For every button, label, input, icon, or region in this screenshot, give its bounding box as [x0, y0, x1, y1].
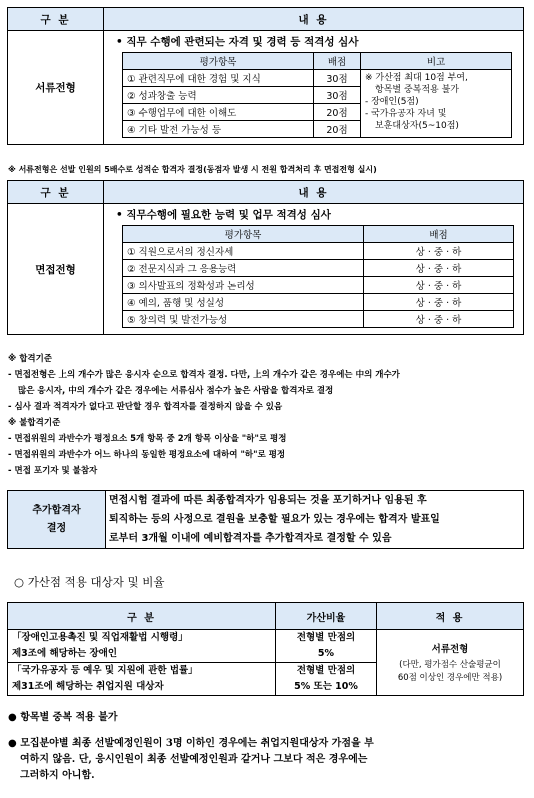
bonus-type-cell [8, 630, 276, 663]
bonus-rate-line: 전형별 만점의 [296, 665, 356, 676]
additional-text-line: 로부터 3개월 이내에 예비합격자를 추가합격자로 결정할 수 있음 [109, 533, 392, 544]
interview-item: ② 전문지식과 그 응용능력 [123, 260, 364, 277]
pass-criteria-2: - 심사 결과 적격자가 없다고 판단할 경우 합격자를 결정하지 않을 수 있음 [8, 402, 283, 412]
bonus-rate-line: 5% 또는 10% [294, 681, 358, 692]
eval-score: 20점 [314, 121, 361, 138]
pass-criteria-1a: - 면접전형은 上의 개수가 많은 응시자 순으로 합격자 결정. 다만, 上의 개수가 같은 경우에는 中의 개수가 [8, 370, 400, 380]
bonus-apply-main: 서류전형 [431, 643, 469, 655]
eval-item: ④ 기타 발전 가능성 등 [123, 121, 314, 138]
doc-review-table [7, 7, 524, 145]
additional-pass-text [106, 491, 524, 549]
col-item-header: 평가항목 [123, 53, 314, 70]
note-line: ※ 가산점 최대 10점 부여, [365, 73, 468, 83]
interview-row-label: 면접전형 [8, 204, 104, 335]
pass-criteria-1b: 많은 응시자, 中의 개수가 같은 경우에는 서류심사 점수가 높은 사람을 합격자로 결정 [18, 386, 334, 396]
eval-item: ③ 수행업무에 대한 이해도 [123, 104, 314, 121]
interview-header-left: 구 분 [8, 181, 104, 204]
col-score-header: 배점 [314, 53, 361, 70]
note-line: 항목별 중복적용 불가 [375, 85, 459, 95]
additional-label-line: 추가합격자 [32, 504, 81, 516]
bullet-rule-line: 그러하지 아니함. [20, 770, 95, 781]
note-line: - 장애인(5점) [365, 97, 419, 107]
interview-item: ④ 예의, 품행 및 성실성 [123, 294, 364, 311]
doc-review-subtitle: • 직무 수행에 관련되는 자격 및 경력 등 적격성 심사 [116, 36, 359, 48]
bonus-col-apply: 적 용 [377, 603, 524, 630]
doc-review-row-label: 서류전형 [8, 31, 104, 145]
bonus-type-line: 제31조에 해당하는 취업지원 대상자 [12, 681, 164, 692]
bonus-rate-cell [276, 663, 377, 696]
col-note-header: 비고 [361, 53, 512, 70]
additional-pass-label [8, 491, 106, 549]
bonus-type-cell [8, 663, 276, 696]
interview-header-right: 내 용 [104, 181, 524, 204]
pass-criteria-title: ※ 합격기준 [8, 354, 53, 364]
additional-label-line: 결정 [46, 522, 67, 534]
bonus-note [361, 70, 512, 138]
doc-review-header-right: 내 용 [104, 8, 524, 31]
fail-criteria-3: - 면접 포기자 및 불참자 [8, 466, 98, 476]
doc-review-header-left: 구 분 [8, 8, 104, 31]
interview-subtitle: • 직무수행에 필요한 능력 및 업무 적격성 심사 [116, 209, 331, 221]
eval-score: 30점 [314, 87, 361, 104]
bonus-apply-cell [377, 630, 524, 696]
bonus-apply-note: (다만, 평가점수 산술평균이 [399, 659, 501, 670]
col-item-header: 평가항목 [123, 226, 364, 243]
interview-grade: 상 · 중 · 하 [364, 260, 514, 277]
bonus-apply-note: 60점 이상인 경우에만 적용) [397, 672, 503, 683]
doc-review-footnote: ※ 서류전형은 선발 인원의 5배수로 성적순 합격자 결정(동점자 발생 시 전원 합격처리 후 면접전형 실시) [8, 165, 377, 174]
fail-criteria-1: - 면접위원의 과반수가 평정요소 5개 항목 중 2개 항목 이상을 "하"로 평정 [8, 434, 287, 444]
interview-item: ③ 의사발표의 정확성과 논리성 [123, 277, 364, 294]
bonus-section-title: ○ 가산점 적용 대상자 및 비율 [14, 575, 165, 589]
bonus-rate-line: 전형별 만점의 [296, 632, 356, 643]
eval-score: 20점 [314, 104, 361, 121]
additional-text-line: 퇴직하는 등의 사정으로 결원을 보충할 필요가 있는 경우에는 합격자 발표일 [109, 514, 440, 525]
interview-inner-table [122, 225, 514, 328]
fail-criteria-2: - 면접위원의 과반수가 어느 하나의 동일한 평정요소에 대하여 "하"로 평정 [8, 450, 286, 460]
interview-content [104, 204, 524, 335]
interview-grade: 상 · 중 · 하 [364, 277, 514, 294]
fail-criteria-title: ※ 불합격기준 [8, 418, 61, 428]
additional-pass-table [7, 490, 524, 549]
bonus-table [7, 602, 524, 696]
bonus-type-line: 제3조에 해당하는 장애인 [12, 648, 117, 659]
bullet-rule-line: ● 모집분야별 최종 선발예정인원이 3명 이하인 경우에는 취업지원대상자 가점을 부 [8, 738, 374, 749]
interview-item: ⑤ 창의력 및 발전가능성 [123, 311, 364, 328]
bonus-col-rate: 가산비율 [276, 603, 377, 630]
bonus-type-line: 「국가유공자 등 예우 및 지원에 관한 법률」 [12, 665, 198, 676]
note-line: - 국가유공자 자녀 및 [365, 109, 447, 119]
interview-item: ① 직원으로서의 정신자세 [123, 243, 364, 260]
interview-table [7, 180, 524, 335]
bonus-col-type: 구 분 [8, 603, 276, 630]
bonus-rate-line: 5% [317, 648, 335, 659]
additional-text-line: 면접시험 결과에 따른 최종합격자가 임용되는 것을 포기하거나 임용된 후 [109, 495, 427, 506]
eval-score: 30점 [314, 70, 361, 87]
doc-review-inner-table [122, 52, 512, 138]
bonus-rate-cell [276, 630, 377, 663]
note-line: 보훈대상자(5~10점) [375, 121, 459, 131]
interview-grade: 상 · 중 · 하 [364, 311, 514, 328]
eval-item: ② 성과창출 능력 [123, 87, 314, 104]
eval-item: ① 관련직무에 대한 경험 및 지식 [123, 70, 314, 87]
bullet-no-duplicate: ● 항목별 중복 적용 불가 [8, 712, 118, 723]
col-grade-header: 배점 [364, 226, 514, 243]
interview-grade: 상 · 중 · 하 [364, 294, 514, 311]
interview-grade: 상 · 중 · 하 [364, 243, 514, 260]
bullet-rule-line: 여하지 않음. 단, 응시인원이 최종 선발예정인원과 같거나 그보다 적은 경우에는 [20, 754, 368, 765]
doc-review-content [104, 31, 524, 145]
bonus-type-line: 「장애인고용촉진 및 직업재활법 시행령」 [12, 632, 188, 643]
